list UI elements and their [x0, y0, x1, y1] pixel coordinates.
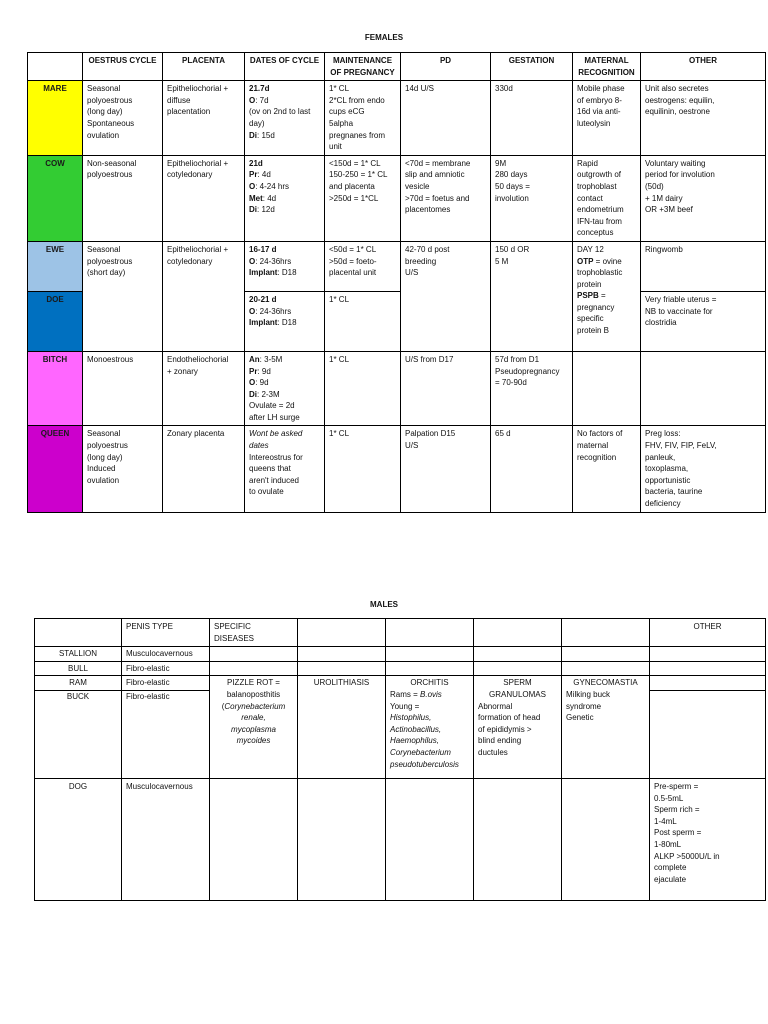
species-mare: MARE: [28, 81, 83, 156]
stallion-cell: [386, 647, 474, 662]
row-ram: [35, 676, 766, 691]
header-maternal-recognition: MATERNAL RECOGNITION: [573, 53, 641, 81]
bitch-dates: An: 3-5M Pr: 9d O: 9d Di: 2-3M Ovulate = 2d after LH surge: [245, 351, 325, 426]
bitch-placenta: Endotheliochorial + zonary: [163, 351, 245, 426]
mare-pd: 14d U/S: [401, 81, 491, 156]
species-bitch: BITCH: [28, 351, 83, 426]
header-oestrus-cycle: OESTRUS CYCLE: [83, 53, 163, 81]
dog-cell: [210, 778, 298, 900]
bitch-oestrus: Monoestrous: [83, 351, 163, 426]
ewe-doe-recognition: DAY 12 OTP = ovine trophoblastic protein PSPB = pregnancy specific protein B: [573, 241, 641, 351]
pizzle-rot-cell: PIZZLE ROT = balanoposthitis (Corynebacterium renale, mycoplasma mycoides: [210, 676, 298, 779]
row-mare: [28, 81, 766, 156]
males-header-other: OTHER: [650, 619, 766, 647]
species-cow: COW: [28, 155, 83, 241]
cow-dates: 21d Pr: 4d O: 4-24 hrs Met: 4d Di: 12d: [245, 155, 325, 241]
bitch-recognition: [573, 351, 641, 426]
males-header-empty-4: [562, 619, 650, 647]
row-bull: [35, 661, 766, 676]
bitch-gestation: 57d from D1 Pseudopregnancy = 70-90d: [491, 351, 573, 426]
ewe-maintenance: <50d = 1* CL >50d = foeto- placental unit: [325, 241, 401, 291]
species-ram: RAM: [35, 676, 122, 691]
header-other: OTHER: [641, 53, 766, 81]
males-header-empty-3: [474, 619, 562, 647]
stallion-penis: Musculocavernous: [122, 647, 210, 662]
buck-penis: Fibro-elastic: [122, 690, 210, 778]
species-bull: BULL: [35, 661, 122, 676]
row-ewe: [28, 241, 766, 291]
bull-cell: [474, 661, 562, 676]
bull-penis: Fibro-elastic: [122, 661, 210, 676]
ram-other: [650, 676, 766, 691]
sperm-granulomas-cell: SPERM GRANULOMAS Abnormal formation of head of epididymis > blind ending ductules: [474, 676, 562, 779]
cow-maintenance: <150d = 1* CL 150-250 = 1* CL and placenta >250d = 1*CL: [325, 155, 401, 241]
mare-oestrus: Seasonal polyoestrous (long day) Spontaneous ovulation: [83, 81, 163, 156]
doe-dates: 20-21 d O: 24-36hrs Implant: D18: [245, 291, 325, 351]
ewe-doe-placenta: Epitheliochorial + cotyledonary: [163, 241, 245, 351]
header-maintenance: MAINTENANCE OF PREGNANCY: [325, 53, 401, 81]
queen-recognition: No factors of maternal recognition: [573, 426, 641, 512]
row-dog: [35, 778, 766, 900]
dog-penis: Musculocavernous: [122, 778, 210, 900]
species-queen: QUEEN: [28, 426, 83, 512]
buck-other: [650, 690, 766, 778]
species-ewe: EWE: [28, 241, 83, 291]
females-table: [27, 52, 766, 513]
ram-penis: Fibro-elastic: [122, 676, 210, 691]
species-buck: BUCK: [35, 690, 122, 778]
row-cow: [28, 155, 766, 241]
stallion-cell: [650, 647, 766, 662]
header-dates-of-cycle: DATES OF CYCLE: [245, 53, 325, 81]
mare-placenta: Epitheliochorial + diffuse placentation: [163, 81, 245, 156]
males-table: [34, 618, 766, 901]
queen-other: Preg loss: FHV, FIV, FIP, FeLV, panleuk, toxoplasma, opportunistic bacteria, taurine deficiency: [641, 426, 766, 512]
ewe-doe-pd: 42-70 d post breeding U/S: [401, 241, 491, 351]
males-header-empty-2: [386, 619, 474, 647]
header-pd: PD: [401, 53, 491, 81]
bull-cell: [562, 661, 650, 676]
dog-cell: [562, 778, 650, 900]
header-penis-type: PENIS TYPE: [122, 619, 210, 647]
species-dog: DOG: [35, 778, 122, 900]
queen-gestation: 65 d: [491, 426, 573, 512]
stallion-cell: [474, 647, 562, 662]
males-header-row: [35, 619, 766, 647]
header-blank: [28, 53, 83, 81]
cow-recognition: Rapid outgrowth of trophoblast contact endometrium IFN-tau from conceptus: [573, 155, 641, 241]
males-title: MALES: [370, 600, 398, 609]
dog-cell: [386, 778, 474, 900]
ewe-other: Ringwomb: [641, 241, 766, 291]
cow-gestation: 9M 280 days 50 days = involution: [491, 155, 573, 241]
bitch-maintenance: 1* CL: [325, 351, 401, 426]
mare-gestation: 330d: [491, 81, 573, 156]
mare-other: Unit also secretes oestrogens: equilin, equilinin, oestrone: [641, 81, 766, 156]
cow-oestrus: Non-seasonal polyoestrous: [83, 155, 163, 241]
ewe-dates: 16-17 d O: 24-36hrs Implant: D18: [245, 241, 325, 291]
species-stallion: STALLION: [35, 647, 122, 662]
mare-dates: 21.7d O: 7d (ov on 2nd to last day) Di: 15d: [245, 81, 325, 156]
header-gestation: GESTATION: [491, 53, 573, 81]
bitch-pd: U/S from D17: [401, 351, 491, 426]
mare-recognition: Mobile phase of embryo 8- 16d via anti- luteolysin: [573, 81, 641, 156]
row-stallion: [35, 647, 766, 662]
bull-cell: [298, 661, 386, 676]
dog-cell: [474, 778, 562, 900]
males-header-blank: [35, 619, 122, 647]
row-bitch: [28, 351, 766, 426]
queen-maintenance: 1* CL: [325, 426, 401, 512]
gynecomastia-cell: GYNECOMASTIA Milking buck syndrome Genetic: [562, 676, 650, 779]
ewe-doe-gestation: 150 d OR 5 M: [491, 241, 573, 351]
stallion-cell: [210, 647, 298, 662]
females-header-row: [28, 53, 766, 81]
bull-cell: [210, 661, 298, 676]
header-specific-diseases: SPECIFIC DISEASES: [210, 619, 298, 647]
dog-other: Pre-sperm = 0.5-5mL Sperm rich = 1-4mL Post sperm = 1-80mL ALKP >5000U/L in complete ejaculate: [650, 778, 766, 900]
queen-pd: Palpation D15 U/S: [401, 426, 491, 512]
bitch-other: [641, 351, 766, 426]
orchitis-cell: ORCHITIS Rams = B.ovis Young = Histophilus, Actinobacillus, Haemophilus, Corynebacterium pseudotuberculosis: [386, 676, 474, 779]
doe-maintenance: 1* CL: [325, 291, 401, 351]
bull-cell: [386, 661, 474, 676]
mare-maintenance: 1* CL 2*CL from endo cups eCG 5alpha pregnanes from unit: [325, 81, 401, 156]
header-placenta: PLACENTA: [163, 53, 245, 81]
row-queen: [28, 426, 766, 512]
species-doe: DOE: [28, 291, 83, 351]
cow-other: Voluntary waiting period for involution (50d) + 1M dairy OR +3M beef: [641, 155, 766, 241]
females-title: FEMALES: [364, 33, 404, 42]
doe-other: Very friable uterus = NB to vaccinate for clostridia: [641, 291, 766, 351]
queen-oestrus: Seasonal polyoestrus (long day) Induced ovulation: [83, 426, 163, 512]
ewe-doe-oestrus: Seasonal polyoestrous (short day): [83, 241, 163, 351]
stallion-cell: [562, 647, 650, 662]
urolithiasis-cell: UROLITHIASIS: [298, 676, 386, 779]
cow-placenta: Epitheliochorial + cotyledonary: [163, 155, 245, 241]
queen-placenta: Zonary placenta: [163, 426, 245, 512]
cow-pd: <70d = membrane slip and amniotic vesicle >70d = foetus and placentomes: [401, 155, 491, 241]
dog-cell: [298, 778, 386, 900]
bull-cell: [650, 661, 766, 676]
queen-dates: Wont be asked dates Intereostrus for queens that aren't induced to ovulate: [245, 426, 325, 512]
stallion-cell: [298, 647, 386, 662]
males-header-empty-1: [298, 619, 386, 647]
